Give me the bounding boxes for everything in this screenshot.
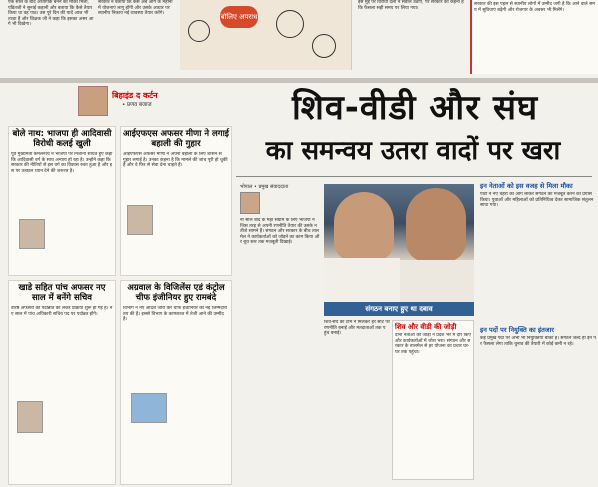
- figure-icon: [276, 10, 304, 38]
- column-author: • प्रणव बजाज: [122, 102, 152, 108]
- column-header: [78, 86, 228, 126]
- article-body: आईएफएस अफसर मीणा ने अपनी बहाली के लिए शासन से गुहार लगाई है। उनका कहना है कि मामले की जांच पूरी हो चुकी है और वे फिर से सेवा देना चाहते हैं।: [123, 152, 228, 169]
- right-body-1: पार्टी ने नए चेहरों को आगे लाकर संगठन को मजबूत करने का प्रयास किया। युवाओं और महिलाओं को प्रतिनिधित्व देकर सामाजिक संतुलन साधा गया।: [480, 192, 594, 209]
- author-photo: [78, 86, 108, 116]
- main-body: नौ साल बाद के महा संग्राम के लिए भाजपा ने जिस तरह से अपनी रणनीति तैयार की उसके नतीजे सामने हैं। संगठन और सरकार के बीच तालमेल ने कार्यकर्ताओं को जोड़ने का काम किया और बूथ स्तर तक मजबूती दिखाई।: [240, 218, 320, 246]
- top-article-1: एक साल के बाद अध्यापक बनने का मौका मिला, पंडितजी ने सुनाई कहानी और बताया कि कैसे तैयार किया था वह पाठ। उस पूरे दिन की यादें आज भी ताज़ा हैं और शिक्षक जी ने कहा कि इसका असर आगे भी दिखेगा।: [8, 0, 94, 28]
- person-photo-right: [406, 188, 466, 262]
- figure-icon: [188, 20, 210, 42]
- highlight-box: [392, 320, 474, 480]
- left-column: [8, 84, 232, 487]
- news-photo: [19, 219, 45, 249]
- article-headline: बोले नाथ: भाजपा ही आदिवासी विरोधी कलई खुली: [12, 129, 112, 149]
- section-divider: [0, 78, 598, 83]
- main-photo: [324, 184, 474, 316]
- article-body: विभाग ने नए आदेश जारी कर चीफ इंजीनियर की नई जिम्मेदारी तय की है। इससे विभाग के कामकाज में तेजी आने की उम्मीद है।: [123, 306, 228, 323]
- top-article-4: सरकार की इस पहल से स्थानीय लोगों में उम्मीद जगी है कि आने वाले समय में सुविधाएं बढ़ेंगी और रोजगार के अवसर भी मिलेंगे।: [470, 0, 598, 74]
- main-middle-column: शिव-संघ की टीम ने मिलकर हर सीट पर रणनीति बनाई और मतदाताओं तक पहुंच बनाई।: [324, 320, 390, 337]
- top-article-3: इस मुद्दे पर विरोधी दलों ने सवाल उठाए, पर सरकार का कहना है कि फैसला सही समय पर लिया गया।: [358, 0, 464, 11]
- article-secretaries: [8, 280, 116, 485]
- right-headline-2: इन पदों पर नियुक्ति का इंतजार: [480, 326, 554, 334]
- right-headline-1: इन नेताओं को इस वजह से मिला मौका: [480, 182, 573, 190]
- article-kamalnath: [8, 126, 116, 276]
- photo-caption: संगठन बनाए हुए था दबाव: [324, 302, 474, 316]
- article-ifs-officer: [120, 126, 232, 276]
- article-headline: आईएफएस अफसर मीणा ने लगाई बहाली की गुहार: [123, 129, 229, 149]
- person-photo-left: [334, 192, 394, 262]
- right-column: [480, 182, 596, 482]
- box-headline: शिव और वीडी की जोड़ी: [395, 323, 457, 331]
- figure-icon: [312, 34, 336, 58]
- top-article-2: सरकार ने बताया कि कैसे अब आगे के महीनों में योजनाएं लागू होंगी और उसके आधार पर स्थानीय निकाय नई व्यवस्था तैयार करेंगे।: [98, 0, 173, 17]
- column-title: बिहाइंड द कर्टन: [112, 91, 158, 100]
- article-body: वरिष्ठ अफसरों की पदोन्नति को लेकर प्रक्रिया शुरू हो गई है। नए साल में पांच अधिकारी सचिव पद पर पदोन्नत होंगे।: [11, 306, 113, 317]
- byline: भोपाल • प्रमुख संवाददाता: [240, 184, 289, 190]
- article-chief-engineer: [120, 280, 232, 485]
- right-body-2: कई प्रमुख पदों पर अभी भी नियुक्तियां बाकी हैं। संगठन जल्द ही इन पर फैसला लेगा ताकि चुनाव की तैयारी में कोई कमी न रहे।: [480, 336, 596, 347]
- news-photo: [17, 401, 43, 433]
- reporter-photo: [240, 192, 260, 214]
- news-photo: [127, 205, 153, 235]
- top-illustration: [180, 0, 352, 70]
- article-body: पूर्व मुख्यमंत्री कमलनाथ ने भाजपा पर निशाना साधते हुए कहा कि आदिवासी वर्ग के साथ अन्याय हो रहा है। उन्होंने कहा कि सरकार की नीतियों से इस वर्ग का विकास रुका हुआ है और इस पर तत्काल ध्यान देने की जरूरत है।: [11, 152, 113, 174]
- main-headline: शिव-वीडी और संघ: [291, 88, 539, 128]
- illustration-badge: बोलिए अपराध: [220, 6, 258, 28]
- headline-rule: [236, 176, 592, 177]
- box-body: दोनों नेताओं की जोड़ी ने प्रदेश भर में दौरे किए और कार्यकर्ताओं में जोश भरा। संगठन और सरकार के तालमेल से हर योजना का प्रचार घर-घर तक पहुंचा।: [395, 333, 471, 355]
- article-headline: खाडे सहित पांच अफसर नए साल में बनेंगे सचिव: [18, 283, 106, 303]
- article-headline: अग्रवाल के विजिलेंस एडं कंट्रोल चीफ इंजीनियर हुए रामबंदे: [127, 283, 225, 303]
- news-illustration: [131, 393, 167, 423]
- main-subheadline: का समन्वय उतरा वादों पर खरा: [265, 136, 561, 166]
